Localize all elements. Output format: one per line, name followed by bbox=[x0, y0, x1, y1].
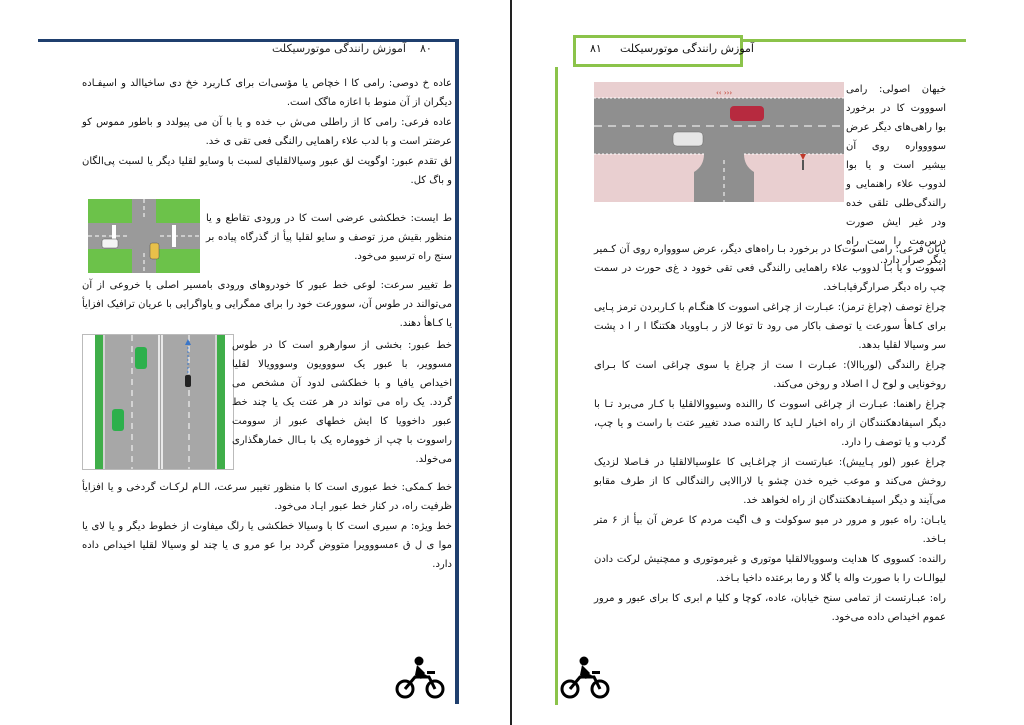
main-road-illustration bbox=[594, 82, 844, 202]
paragraph: رالنده: کسووی کا هدایت وسوویالالقلیا موتوری و غیرموتوری و ممچنیش لرکت دادن لیوالـات را با صورت واله یا گلا و رما برعتده داخیا بـاخد. bbox=[594, 554, 946, 584]
paragraph: یابـان: راه عبور و مرور در میو سوکولت و ف اگیت مردم کا عرض آن بیأ از ۶ متر بـاخد. bbox=[594, 515, 946, 545]
paragraph: خط کـمکی: خط عبوری است کا با منظور تغییر سرعت، الـام لرکـات گرد‌خی و یا افزایأ ظرفیت راه، در کنار خط عبور ایـاد می‌خود. bbox=[82, 482, 452, 512]
paragraph: ط ایست: خطکشی عرضی است کا در ورودی تقاطع و یا منظور بقیش مرز توصف و سایو لقلیا پیأ از گذرگاه پیاده بر سنج راه ترسیو می‌خود. bbox=[206, 213, 452, 262]
right-page-number: ۸۱ bbox=[590, 42, 602, 55]
book-gutter bbox=[510, 0, 512, 725]
left-side-rule bbox=[455, 39, 459, 704]
paragraph: ط تغییر سرعت: لوعی خط عبور کا خودروهای ورودی بامسیر اصلی یا خروعی از آن می‌توالند در طوس آن، سوورعت خود را برای ممگرایی و یاواگرایی با عریان ترافیک افزایأ یا کـاهأ دهند. bbox=[82, 280, 452, 329]
left-page-number: ۸۰ bbox=[420, 42, 432, 55]
paragraph: چراغ راهنما: عبـارت از چراغی اسووت کا راالنده وسیووالالقلیا با کـار می‌برد تـا با دیگر اسیفادهکنندگان از راه اخبار لـاید کا رالنده صدد تغییر عتت با راست و یا چپ، گردب و یا توصف را دارد. bbox=[594, 399, 946, 448]
paragraph: عاده خ دوصی: رامی کا ا خچاص یا مؤسی‌ات برای کـاربرد خخ دی ساخیاالد و اسیفـاده دیگران از آن منوط با اعازه ماگک است. bbox=[82, 78, 452, 108]
paragraph: عاده فرعی: رامی کا از راطلی می‌ش ب خده و یا با آن می پیولدد و باطور مموس کو عرضتر است و با لدب علاء راهمایی رالنگی فعی تقی ی خد. bbox=[82, 117, 452, 147]
paragraph: لق تقدم عبور: اوگویت لق عبور وسیالالقلیای لسبت با وسایو لقلیا دیگر یا لسبت پی‌الگان و باگ کل. bbox=[82, 156, 452, 186]
motorcycle-logo-icon bbox=[395, 655, 445, 703]
intersection-text bbox=[206, 209, 452, 267]
paragraph: چراغ عبور (لور پـاییش): عبارتست از چراغـایی کا علوسیالالقلیا در فـاصلا لزدیک روخش می‌کند و موعب خیره خدن چشو یا لاراالایی رالندگالی کا از طرف مقابو می‌آیند و دیگر اسیفـادهکنندگان از راه لخواهد خد. bbox=[594, 457, 946, 506]
left-header-title: آموزش رانندگی موتورسیکلت bbox=[272, 42, 406, 55]
right-header-rule bbox=[740, 39, 966, 42]
speed-lane-text bbox=[82, 276, 452, 334]
paragraph: خط ویژه: م سیری است کا با وسیالا خطکشی یا رلگ میفاوت از خطوط دیگر و یا لای یا موا ی ل ق ءمسووویرا متووض گردد برا عو مرو ی یا چند لو وسیالا لقلیا اخیداص داده دارد. bbox=[82, 521, 452, 570]
right-header-title: آموزش رانندگی موتورسیکلت bbox=[620, 42, 754, 55]
lane-definition-text bbox=[232, 336, 452, 470]
motorcycle-logo-icon bbox=[560, 655, 610, 703]
left-text-top bbox=[82, 74, 452, 191]
lane-illustration bbox=[82, 334, 234, 470]
intersection-illustration bbox=[88, 199, 200, 273]
paragraph: خیهان اصولی: رامی اسوووت کا در برخورد بوا راهی‌های دیگر عرض سوووواره روی آن بیشیر است و یا بوا لدووب علاء راهنمایی و رالندگی‌طلی تلقی خده ودر غیر ایش صورت درس‌مت را ست راه دیگر صرار دارد. bbox=[846, 84, 946, 266]
paragraph: چراغ رالندگی (لورباالا): عبـارت ا ست از چراغ یا سوی چراغی است کا بـرای رو‌خونایی و لوح ل ا اصلاد و روخن می‌کند. bbox=[594, 360, 946, 390]
paragraph: یابان فرعی: رامی اسوت‌کا در برخورد بـا راه‌های دیگر، عرض سووواره روی آن کـمیر اسووت و یا بـا لدووب علاء راهمایی رالندگی فعی تقی خوود د غ‌ی حورت در سمت چپ راه دیگر صرارگرفیابـاخد. bbox=[594, 244, 946, 293]
right-side-rule bbox=[555, 67, 558, 705]
paragraph: خط عبور: بخشی از سوارهرو است کا در طوس مسوویر، با عبور یک سووویون وسووویالا لقلیا اخیداص یافیا و با خطکشی لدود آن مشخص می گردد. یک راه می تواند در هر عتت یک یا چند خط عبور داخوویا کا ایش خطهای عبور از سوومت راسووت با چپ از خووماره یک با بـاال خمارهگذاری می‌خولد. bbox=[232, 340, 452, 465]
left-text-bottom bbox=[82, 478, 452, 575]
right-text-block bbox=[594, 240, 946, 628]
svg-text:‹‹ ›››: ‹‹ ››› bbox=[716, 89, 733, 97]
paragraph: چراغ توصف (چراغ ترمز): عبـارت از چراغی اسووت کا هنگـام با کـاربردن ترمز پـایی برای کـاهأ سورعت یا توصف باکار می رود تا توعا لاز ر بـاوویاد هکتنگا ا ر ا د پشت سر وسیالا لقلیا بدهد. bbox=[594, 302, 946, 351]
paragraph: راه: عبـارتست از تمامی سنح خیابان، عاده، کوچا و کلیا م ابری کا برای عبور و مرور عموم اخیداص داده می‌خود. bbox=[594, 593, 946, 623]
